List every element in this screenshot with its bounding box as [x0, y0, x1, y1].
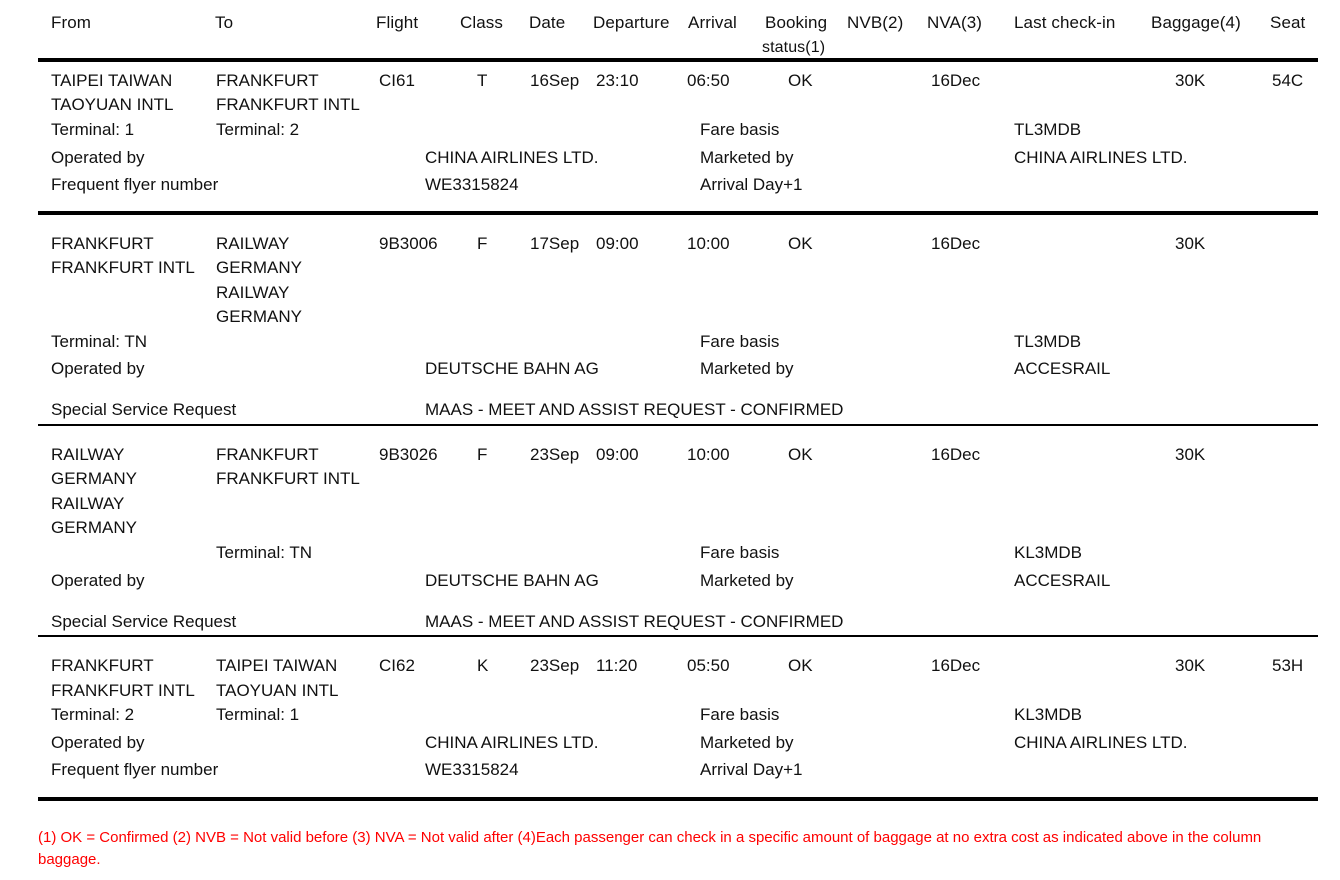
seg2-ssr: MAAS - MEET AND ASSIST REQUEST - CONFIRMED — [425, 400, 844, 419]
seg3-ssr-label: Special Service Request — [51, 612, 237, 631]
seg1-marketed-by-label: Marketed by — [700, 148, 794, 167]
seg4-operated-by-label: Operated by — [51, 733, 145, 752]
header-nvb: NVB(2) — [847, 13, 904, 32]
seg2-flight: 9B3006 — [379, 234, 438, 253]
seg1-fare-basis: TL3MDB — [1014, 120, 1082, 139]
header-to: To — [215, 13, 234, 32]
seg2-marketed-by: ACCESRAIL — [1014, 359, 1111, 378]
header-flight: Flight — [376, 13, 419, 32]
seg3-fare-basis: KL3MDB — [1014, 543, 1083, 562]
seg1-ffn: WE3315824 — [425, 175, 519, 194]
seg3-to-line1: FRANKFURT — [216, 445, 319, 464]
seg4-baggage: 30K — [1175, 656, 1206, 675]
seg3-from-line1: RAILWAY — [51, 445, 125, 464]
seg4-from-terminal: Terminal: 2 — [51, 705, 135, 724]
seg2-to-line1: RAILWAY — [216, 234, 290, 253]
seg2-departure: 09:00 — [596, 234, 639, 253]
seg2-arrival: 10:00 — [687, 234, 730, 253]
seg4-fare-basis-label: Fare basis — [700, 705, 780, 724]
seg3-flight: 9B3026 — [379, 445, 438, 464]
seg4-class: K — [477, 656, 489, 675]
seg3-class: F — [477, 445, 488, 464]
seg2-fare-basis-label: Fare basis — [700, 332, 780, 351]
seg2-fare-basis: TL3MDB — [1014, 332, 1082, 351]
header-last-checkin: Last check-in — [1014, 13, 1116, 32]
header-rule — [38, 58, 1318, 62]
segment-divider-3 — [38, 635, 1318, 637]
seg4-ffn: WE3315824 — [425, 760, 519, 779]
header-booking-status-2: status(1) — [762, 39, 826, 56]
seg2-date: 17Sep — [530, 234, 580, 253]
seg3-operated-by: DEUTSCHE BAHN AG — [425, 571, 599, 590]
seg4-marketed-by: CHINA AIRLINES LTD. — [1014, 733, 1188, 752]
seg1-flight: CI61 — [379, 71, 415, 90]
seg1-to-line1: FRANKFURT — [216, 71, 319, 90]
seg1-departure: 23:10 — [596, 71, 639, 90]
seg4-status: OK — [788, 656, 813, 675]
seg1-arrival: 06:50 — [687, 71, 730, 90]
seg1-arrival-day: Arrival Day+1 — [700, 175, 803, 194]
seg3-operated-by-label: Operated by — [51, 571, 145, 590]
seg4-to-terminal: Terminal: 1 — [216, 705, 300, 724]
seg1-from-line2: TAOYUAN INTL — [51, 95, 174, 114]
seg2-to-line4: GERMANY — [216, 307, 302, 326]
header-booking-status: Booking — [765, 13, 828, 32]
seg4-seat: 53H — [1272, 656, 1304, 675]
segment-divider-1 — [38, 211, 1318, 215]
seg2-operated-by: DEUTSCHE BAHN AG — [425, 359, 599, 378]
seg4-flight: CI62 — [379, 656, 415, 675]
seg3-fare-basis-label: Fare basis — [700, 543, 780, 562]
seg3-marketed-by: ACCESRAIL — [1014, 571, 1111, 590]
header-departure: Departure — [593, 13, 670, 32]
header-class: Class — [460, 13, 504, 32]
seg2-nva: 16Dec — [931, 234, 981, 253]
seg3-from-line3: RAILWAY — [51, 494, 125, 513]
seg2-to-line3: RAILWAY — [216, 283, 290, 302]
seg1-baggage: 30K — [1175, 71, 1206, 90]
seg4-date: 23Sep — [530, 656, 580, 675]
seg1-to-terminal: Terminal: 2 — [216, 120, 300, 139]
seg4-from-line1: FRANKFURT — [51, 656, 154, 675]
seg2-status: OK — [788, 234, 813, 253]
seg1-class: T — [477, 71, 488, 90]
header-seat: Seat — [1270, 13, 1306, 32]
seg3-to-terminal: Terminal: TN — [216, 543, 313, 562]
seg4-nva: 16Dec — [931, 656, 981, 675]
seg1-to-line2: FRANKFURT INTL — [216, 95, 360, 114]
seg1-date: 16Sep — [530, 71, 580, 90]
header-date: Date — [529, 13, 566, 32]
seg3-from-line4: GERMANY — [51, 518, 137, 537]
seg2-from-line2: FRANKFURT INTL — [51, 258, 195, 277]
seg2-ssr-label: Special Service Request — [51, 400, 237, 419]
seg2-to-line2: GERMANY — [216, 258, 302, 277]
seg3-status: OK — [788, 445, 813, 464]
seg4-to-line2: TAOYUAN INTL — [216, 681, 339, 700]
seg2-marketed-by-label: Marketed by — [700, 359, 794, 378]
seg2-class: F — [477, 234, 488, 253]
seg3-from-line2: GERMANY — [51, 469, 137, 488]
seg3-ssr: MAAS - MEET AND ASSIST REQUEST - CONFIRMED — [425, 612, 844, 631]
seg2-baggage: 30K — [1175, 234, 1206, 253]
seg3-marketed-by-label: Marketed by — [700, 571, 794, 590]
bottom-rule — [38, 797, 1318, 801]
seg1-status: OK — [788, 71, 813, 90]
seg1-fare-basis-label: Fare basis — [700, 120, 780, 139]
seg1-from-terminal: Terminal: 1 — [51, 120, 135, 139]
seg4-from-line2: FRANKFURT INTL — [51, 681, 195, 700]
header-arrival: Arrival — [688, 13, 737, 32]
seg4-marketed-by-label: Marketed by — [700, 733, 794, 752]
seg1-nva: 16Dec — [931, 71, 981, 90]
seg3-to-line2: FRANKFURT INTL — [216, 469, 360, 488]
seg4-operated-by: CHINA AIRLINES LTD. — [425, 733, 599, 752]
seg3-baggage: 30K — [1175, 445, 1206, 464]
seg1-ffn-label: Frequent flyer number — [51, 175, 219, 194]
seg1-seat: 54C — [1272, 71, 1304, 90]
seg1-marketed-by: CHINA AIRLINES LTD. — [1014, 148, 1188, 167]
footnote: (1) OK = Confirmed (2) NVB = Not valid before (3) NVA = Not valid after (4)Each passenger can check in a specific amount of baggage at no extra cost as indicated above in the column baggage. — [38, 829, 1262, 868]
seg1-operated-by: CHINA AIRLINES LTD. — [425, 148, 599, 167]
seg2-operated-by-label: Operated by — [51, 359, 145, 378]
seg1-operated-by-label: Operated by — [51, 148, 145, 167]
seg3-nva: 16Dec — [931, 445, 981, 464]
header-from: From — [51, 13, 92, 32]
seg3-date: 23Sep — [530, 445, 580, 464]
seg4-arrival: 05:50 — [687, 656, 730, 675]
seg4-to-line1: TAIPEI TAIWAN — [216, 656, 338, 675]
header-nva: NVA(3) — [927, 13, 983, 32]
seg3-arrival: 10:00 — [687, 445, 730, 464]
seg2-from-line1: FRANKFURT — [51, 234, 154, 253]
seg3-departure: 09:00 — [596, 445, 639, 464]
seg4-ffn-label: Frequent flyer number — [51, 760, 219, 779]
seg1-from-line1: TAIPEI TAIWAN — [51, 71, 173, 90]
seg2-from-terminal: Terminal: TN — [51, 332, 148, 351]
seg4-fare-basis: KL3MDB — [1014, 705, 1083, 724]
header-baggage: Baggage(4) — [1151, 13, 1241, 32]
seg4-arrival-day: Arrival Day+1 — [700, 760, 803, 779]
segment-divider-2 — [38, 424, 1318, 426]
seg4-departure: 11:20 — [596, 656, 638, 675]
